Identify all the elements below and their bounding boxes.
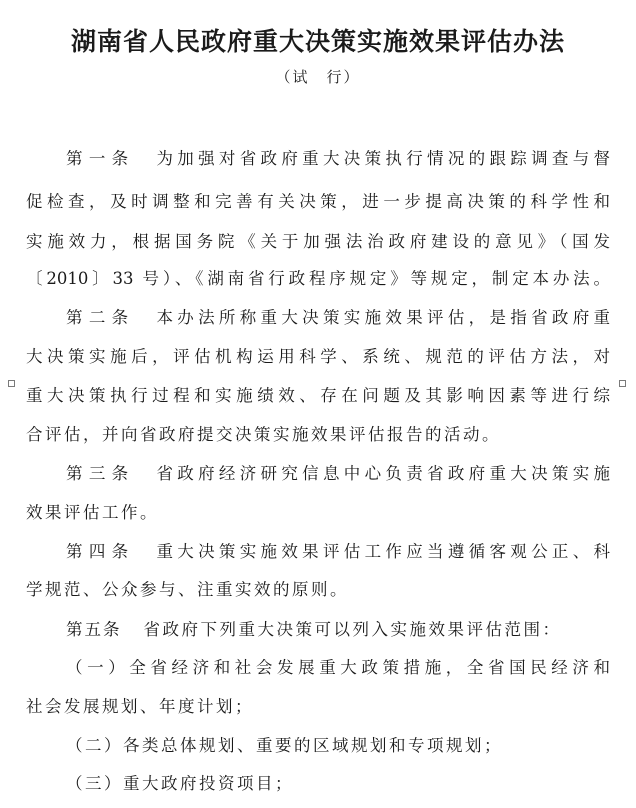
article-2-line-2: 大决策实施后，评估机构运用科学、系统、规范的评估方法，对 — [26, 347, 610, 366]
article-3-label: 第三条 — [66, 464, 135, 483]
item-3-line-1: （三）重大政府投资项目； — [66, 774, 294, 793]
left-margin-marker — [8, 380, 15, 387]
document-subtitle: （试 行） — [275, 68, 361, 86]
article-5-label: 第五条 — [66, 620, 122, 639]
article-1-line-3: 实施效力，根据国务院《关于加强法治政府建设的意见》（国发 — [26, 232, 610, 251]
article-1-line-4: 〔2010〕33 号）、《湖南省行政程序规定》等规定，制定本办法。 — [26, 269, 610, 288]
article-4-line-1: 第四条 重大决策实施效果评估工作应当遵循客观公正、科 — [66, 542, 610, 561]
article-2-label: 第二条 — [66, 308, 135, 327]
article-4-line-2: 学规范、公众参与、注重实效的原则。 — [26, 580, 349, 599]
document-title: 湖南省人民政府重大决策实施效果评估办法 — [70, 27, 565, 56]
article-3-line-2: 效果评估工作。 — [26, 503, 159, 522]
article-5-line-1: 第五条 省政府下列重大决策可以列入实施效果评估范围： — [66, 620, 562, 639]
article-2-line-3: 重大决策执行过程和实施绩效、存在问题及其影响因素等进行综 — [26, 386, 610, 405]
article-1-line-2: 促检查，及时调整和完善有关决策，进一步提高决策的科学性和 — [26, 192, 610, 211]
article-1-line-1: 第一条 为加强对省政府重大决策执行情况的跟踪调查与督 — [66, 149, 610, 168]
article-2-line-1: 第二条 本办法所称重大决策实施效果评估，是指省政府重 — [66, 308, 610, 327]
article-2-line-4: 合评估，并向省政府提交决策实施效果评估报告的活动。 — [26, 425, 501, 444]
article-3-line-1: 第三条 省政府经济研究信息中心负责省政府重大决策实施 — [66, 464, 610, 483]
item-2-line-1: （二）各类总体规划、重要的区域规划和专项规划； — [66, 736, 503, 755]
item-1-line-1: （一）全省经济和社会发展重大政策措施，全省国民经济和 — [66, 658, 610, 677]
article-4-label: 第四条 — [66, 542, 135, 561]
article-1-label: 第一条 — [66, 149, 135, 168]
item-1-line-2: 社会发展规划、年度计划； — [26, 697, 254, 716]
right-margin-marker — [619, 380, 626, 387]
